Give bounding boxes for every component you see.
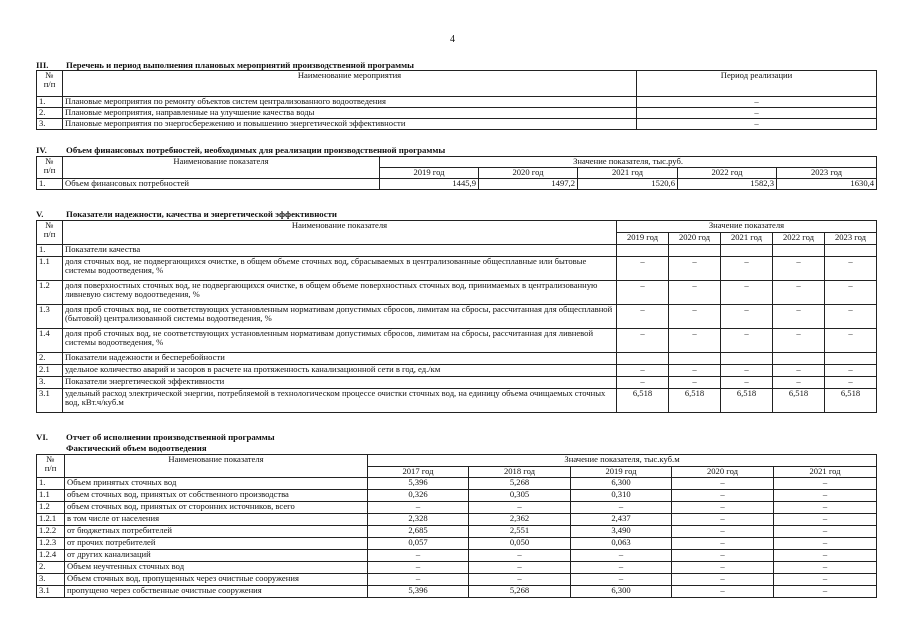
row-value: – <box>672 538 774 550</box>
row-number: 2. <box>37 562 65 574</box>
row-name: доля проб сточных вод, не соответствующих установленным нормативам допустимых сбросов, лимитам на сбросы, рассчитанная для общесплавной (бытовой) централизованной системы водоотведения, % <box>63 305 617 329</box>
row-value: 2,437 <box>571 514 672 526</box>
table-row <box>37 550 877 562</box>
row-name: Объем принятых сточных вод <box>65 478 368 490</box>
col-num-header: № п/п <box>37 157 63 179</box>
row-name: Показатели качества <box>63 245 617 257</box>
row-value: – <box>672 490 774 502</box>
row-value <box>773 245 825 257</box>
section-3-title <box>36 61 414 70</box>
table-row <box>37 562 877 574</box>
row-value: 5,396 <box>368 478 469 490</box>
year-header: 2022 год <box>678 168 777 179</box>
row-value: 6,518 <box>773 389 825 413</box>
row-value: – <box>368 502 469 514</box>
year-header: 2021 год <box>774 467 877 478</box>
row-number: 1. <box>37 245 63 257</box>
row-name: от прочих потребителей <box>65 538 368 550</box>
row-number: 1.4 <box>37 329 63 353</box>
row-name: от бюджетных потребителей <box>65 526 368 538</box>
row-name: доля сточных вод, не подвергающихся очистке, в общем объеме сточных вод, сбрасываемых в централизованные общесплавные или бытовые системы водоотведения, % <box>63 257 617 281</box>
year-header: 2019 год <box>380 168 479 179</box>
table-section-4 <box>36 156 877 190</box>
row-value: – <box>825 365 877 377</box>
row-value: 1630,4 <box>777 179 877 190</box>
row-number: 1.2 <box>37 281 63 305</box>
row-value: 6,518 <box>825 389 877 413</box>
row-value: – <box>672 562 774 574</box>
section-4-title-text: Объем финансовых потребностей, необходимых для реализации производственной программы <box>66 145 446 155</box>
row-value: – <box>721 281 773 305</box>
section-3-title-text: Перечень и период выполнения плановых мероприятий производственной программы <box>66 60 415 70</box>
row-value: – <box>368 562 469 574</box>
row-value: 5,268 <box>469 478 571 490</box>
section-5-title-text: Показатели надежности, качества и энергетической эффективности <box>66 209 337 219</box>
row-value: – <box>721 257 773 281</box>
row-value <box>825 245 877 257</box>
row-value: – <box>774 562 877 574</box>
row-value: – <box>825 329 877 353</box>
row-value: 6,300 <box>571 478 672 490</box>
row-value: – <box>721 365 773 377</box>
section-4-number: IV. <box>36 145 47 155</box>
row-number: 2.1 <box>37 365 63 377</box>
row-value: – <box>825 281 877 305</box>
row-name: Плановые мероприятия по энергосбережению и повышению энергетической эффективности <box>63 119 637 130</box>
table-5-header-row-1 <box>37 221 877 233</box>
row-value: 2,685 <box>368 526 469 538</box>
row-value: – <box>368 574 469 586</box>
row-name: от других канализаций <box>65 550 368 562</box>
row-value: – <box>669 329 721 353</box>
col-value-header: Значение показателя <box>617 221 877 233</box>
row-value: – <box>669 365 721 377</box>
row-value: – <box>571 562 672 574</box>
row-name: объем сточных вод, принятых от собственного производства <box>65 490 368 502</box>
row-number: 1.2 <box>37 502 65 514</box>
row-value: – <box>669 257 721 281</box>
table-row <box>37 586 877 598</box>
year-header: 2020 год <box>672 467 774 478</box>
row-value <box>721 245 773 257</box>
row-value: – <box>773 365 825 377</box>
row-value: – <box>721 377 773 389</box>
row-value: – <box>617 377 669 389</box>
table-3-header <box>37 71 877 97</box>
row-period: – <box>637 119 877 130</box>
row-value: – <box>774 538 877 550</box>
table-row <box>37 365 877 377</box>
table-row <box>37 119 877 130</box>
row-value: – <box>571 550 672 562</box>
row-value: 5,268 <box>469 586 571 598</box>
year-header: 2017 год <box>368 467 469 478</box>
year-header: 2021 год <box>721 233 773 245</box>
row-number: 3. <box>37 574 65 586</box>
row-value: 0,063 <box>571 538 672 550</box>
row-value: – <box>773 257 825 281</box>
col-name-header: Наименование показателя <box>63 221 617 245</box>
col-period-header: Период реализации <box>637 71 877 97</box>
col-num-header: № п/п <box>37 221 63 245</box>
row-value: – <box>774 550 877 562</box>
row-name: Плановые мероприятия, направленные на улучшение качества воды <box>63 108 637 119</box>
row-value: – <box>773 377 825 389</box>
year-header: 2022 год <box>773 233 825 245</box>
row-value: 0,305 <box>469 490 571 502</box>
section-6-title <box>36 433 275 442</box>
row-number: 1.2.3 <box>37 538 65 550</box>
row-name: Показатели энергетической эффективности <box>63 377 617 389</box>
row-value <box>721 353 773 365</box>
table-section-5 <box>36 220 877 413</box>
row-value <box>773 353 825 365</box>
table-row <box>37 478 877 490</box>
col-value-header: Значение показателя, тыс.руб. <box>380 157 877 168</box>
row-value: – <box>721 329 773 353</box>
row-value: – <box>672 550 774 562</box>
section-6-subtitle: Фактический объем водоотведения <box>66 443 207 453</box>
row-number: 3. <box>37 377 63 389</box>
year-header: 2018 год <box>469 467 571 478</box>
row-number: 1. <box>37 179 63 190</box>
col-name-header: Наименование показателя <box>63 157 380 179</box>
row-value: 1445,9 <box>380 179 479 190</box>
row-number: 2. <box>37 108 63 119</box>
row-value: 2,362 <box>469 514 571 526</box>
row-number: 3.1 <box>37 389 63 413</box>
row-value: – <box>571 502 672 514</box>
row-value: – <box>825 305 877 329</box>
row-value: 0,050 <box>469 538 571 550</box>
table-row <box>37 257 877 281</box>
col-name-header: Наименование показателя <box>65 455 368 478</box>
row-number: 1.1 <box>37 490 65 502</box>
row-value: 6,300 <box>571 586 672 598</box>
row-value: – <box>672 514 774 526</box>
table-row <box>37 538 877 550</box>
row-name: пропущено через собственные очистные сооружения <box>65 586 368 598</box>
year-header: 2019 год <box>617 233 669 245</box>
row-name: удельное количество аварий и засоров в расчете на протяженность канализационной сети в год, ед./км <box>63 365 617 377</box>
row-value: – <box>825 377 877 389</box>
row-value: – <box>721 305 773 329</box>
row-value: – <box>469 574 571 586</box>
col-num-header: № п/п <box>37 455 65 478</box>
row-value: – <box>774 502 877 514</box>
table-row <box>37 490 877 502</box>
row-value <box>825 353 877 365</box>
col-value-header: Значение показателя, тыс.куб.м <box>368 455 877 467</box>
row-value <box>669 245 721 257</box>
row-value: – <box>617 305 669 329</box>
row-value <box>617 353 669 365</box>
row-number: 1.2.2 <box>37 526 65 538</box>
row-value: 6,518 <box>669 389 721 413</box>
year-header: 2023 год <box>777 168 877 179</box>
row-value: 0,057 <box>368 538 469 550</box>
row-number: 1.2.1 <box>37 514 65 526</box>
row-value: 6,518 <box>617 389 669 413</box>
row-value: 1497,2 <box>479 179 578 190</box>
year-header: 2020 год <box>479 168 578 179</box>
row-value: – <box>469 550 571 562</box>
row-value: – <box>571 574 672 586</box>
row-number: 1.1 <box>37 257 63 281</box>
row-value <box>617 245 669 257</box>
row-period: – <box>637 97 877 108</box>
row-value: – <box>774 490 877 502</box>
row-value <box>669 353 721 365</box>
row-value: – <box>774 526 877 538</box>
year-header: 2019 год <box>571 467 672 478</box>
year-header: 2021 год <box>578 168 678 179</box>
table-row <box>37 97 877 108</box>
row-name: Объем сточных вод, пропущенных через очистные сооружения <box>65 574 368 586</box>
row-name: доля проб сточных вод, не соответствующих установленным нормативам допустимых сбросов, лимитам на сбросы, рассчитанная для ливневой системы водоотведения, % <box>63 329 617 353</box>
row-name: в том числе от населения <box>65 514 368 526</box>
row-name: Показатели надежности и бесперебойности <box>63 353 617 365</box>
row-value: – <box>672 574 774 586</box>
row-value: 0,326 <box>368 490 469 502</box>
col-name-header: Наименование мероприятия <box>63 71 637 97</box>
table-row <box>37 353 877 365</box>
row-name: объем сточных вод, принятых от сторонних источников, всего <box>65 502 368 514</box>
table-row <box>37 574 877 586</box>
row-number: 1. <box>37 478 65 490</box>
row-value: 1582,3 <box>678 179 777 190</box>
row-number: 1. <box>37 97 63 108</box>
row-value: – <box>617 329 669 353</box>
table-row <box>37 281 877 305</box>
row-value: – <box>368 550 469 562</box>
section-3-number: III. <box>36 60 49 70</box>
table-section-6 <box>36 454 877 598</box>
row-value: 1520,6 <box>578 179 678 190</box>
row-value: – <box>774 574 877 586</box>
row-value: – <box>774 478 877 490</box>
row-value: – <box>669 281 721 305</box>
row-value: – <box>774 514 877 526</box>
row-value: – <box>672 526 774 538</box>
row-value: – <box>773 281 825 305</box>
row-value: 2,551 <box>469 526 571 538</box>
row-name: доля поверхностных сточных вод, не подвергающихся очистке, в общем объеме поверхностных сточных вод, принимаемых в централизованную ливневую систему водоотведения, % <box>63 281 617 305</box>
row-value: – <box>825 257 877 281</box>
row-number: 2. <box>37 353 63 365</box>
row-value: – <box>617 365 669 377</box>
table-row <box>37 245 877 257</box>
row-value: – <box>669 305 721 329</box>
section-5-number: V. <box>36 209 44 219</box>
row-name: Объем неучтенных сточных вод <box>65 562 368 574</box>
row-period: – <box>637 108 877 119</box>
row-number: 3. <box>37 119 63 130</box>
row-value: – <box>774 586 877 598</box>
table-row <box>37 108 877 119</box>
year-header: 2023 год <box>825 233 877 245</box>
table-section-3 <box>36 70 877 130</box>
row-value: 0,310 <box>571 490 672 502</box>
section-5-title <box>36 210 337 219</box>
row-value: – <box>669 377 721 389</box>
table-row <box>37 502 877 514</box>
table-row <box>37 305 877 329</box>
row-value: 2,328 <box>368 514 469 526</box>
col-num-header: № п/п <box>37 71 63 97</box>
table-row <box>37 389 877 413</box>
row-value: – <box>773 329 825 353</box>
table-row <box>37 377 877 389</box>
row-name: Плановые мероприятия по ремонту объектов систем централизованного водоотведения <box>63 97 637 108</box>
page-number: 4 <box>450 34 455 45</box>
row-value: – <box>617 257 669 281</box>
row-value: – <box>672 502 774 514</box>
row-value: – <box>773 305 825 329</box>
row-value: – <box>672 478 774 490</box>
row-value: 3,490 <box>571 526 672 538</box>
row-value: 5,396 <box>368 586 469 598</box>
table-4-header-row-1 <box>37 157 877 168</box>
table-row <box>37 526 877 538</box>
row-value: – <box>617 281 669 305</box>
row-number: 3.1 <box>37 586 65 598</box>
row-value: – <box>469 502 571 514</box>
section-4-title <box>36 146 445 155</box>
section-6-title-text: Отчет об исполнении производственной программы <box>66 432 275 442</box>
table-row <box>37 514 877 526</box>
table-6-header-row-1 <box>37 455 877 467</box>
row-value: – <box>469 562 571 574</box>
row-value: – <box>672 586 774 598</box>
row-number: 1.3 <box>37 305 63 329</box>
row-name: удельный расход электрической энергии, потребляемой в технологическом процессе очистки сточных вод, на единицу объема очищаемых сточных вод, кВт.ч/куб.м <box>63 389 617 413</box>
table-row <box>37 179 877 190</box>
row-number: 1.2.4 <box>37 550 65 562</box>
row-name: Объем финансовых потребностей <box>63 179 380 190</box>
year-header: 2020 год <box>669 233 721 245</box>
section-6-number: VI. <box>36 432 48 442</box>
row-value: 6,518 <box>721 389 773 413</box>
table-row <box>37 329 877 353</box>
